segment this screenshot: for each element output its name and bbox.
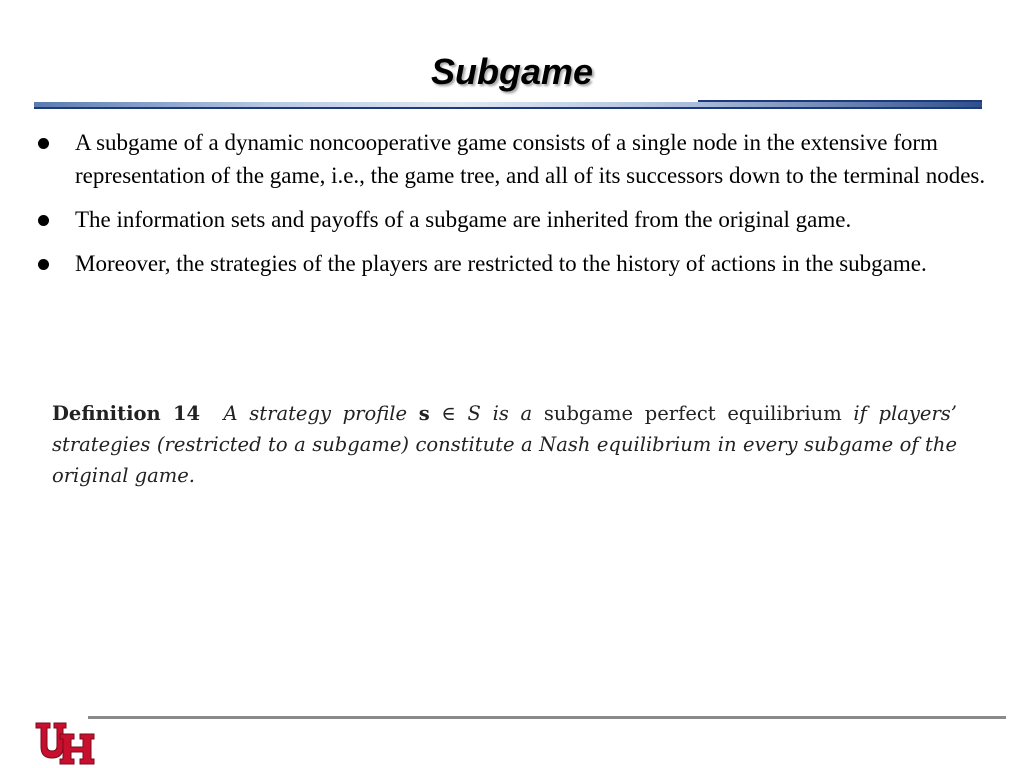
definition-term: subgame perfect equilibrium [543,402,842,425]
title-underline [34,100,982,110]
title-underline-bottom [34,107,982,109]
definition-text-3: if players’ strategies (restricted to a subgame) constitute a Nash equilibrium in every subgame of the original game. [52,402,957,487]
definition-symbol-S: S [467,402,481,425]
bullet-item [36,126,986,192]
slide-title: Subgame [430,51,594,92]
bullet-text: Moreover, the strategies of the players are restricted to the history of actions in the subgame. [75,251,927,276]
definition-block [52,398,957,491]
bullet-icon [38,259,49,270]
definition-label: Definition 14 [52,402,201,425]
definition-symbol-in: ∈ [441,402,456,425]
bullet-list [36,126,986,291]
bullet-text: A subgame of a dynamic noncooperative game consists of a single node in the extensive form representation of the game, i.e., the game tree, and all of its successors down to the terminal nodes. [75,130,986,188]
bullet-icon [38,138,49,149]
bullet-text: The information sets and payoffs of a subgame are inherited from the original game. [75,207,852,232]
uh-logo-icon [34,720,96,766]
definition-text-1: A strategy profile [223,402,407,425]
bullet-item [36,203,986,236]
bullet-icon [38,215,49,226]
bullet-item [36,247,986,280]
definition-text-2: is a [492,402,533,425]
definition-symbol-s: s [418,402,430,425]
footer-rule [88,716,1006,719]
